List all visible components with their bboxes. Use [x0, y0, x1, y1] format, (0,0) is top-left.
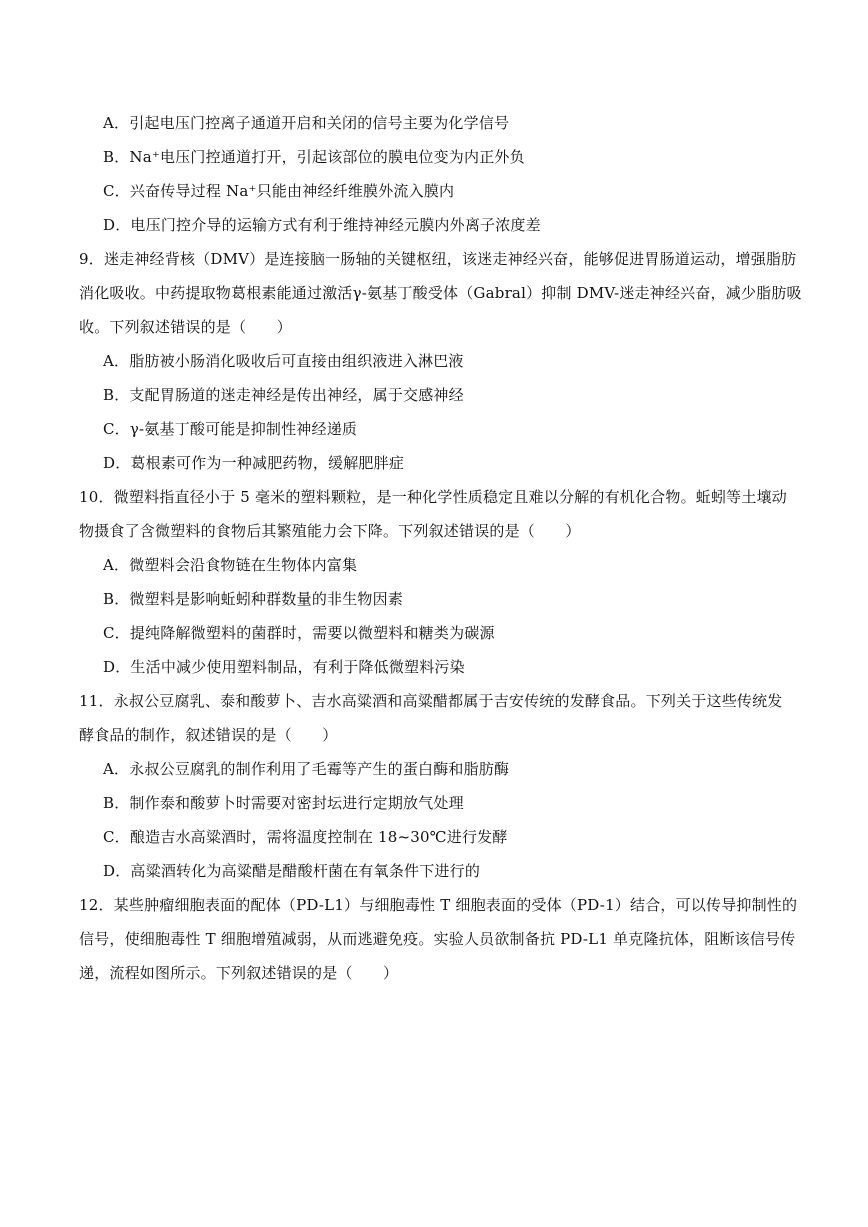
q11-option-b: B．制作泰和酸萝卜时需要对密封坛进行定期放气处理	[103, 794, 464, 812]
q9-stem-line-1: 9．迷走神经背核（DMV）是连接脑一肠轴的关键枢纽，该迷走神经兴奋，能够促进胃肠道运动，增强脂肪	[79, 250, 797, 268]
q8-option-d: D．电压门控介导的运输方式有利于维持神经元膜内外离子浓度差	[103, 216, 541, 234]
q12-stem-line-2: 信号，使细胞毒性 T 细胞增殖减弱，从而逃避免疫。实验人员欲制备抗 PD-L1 单克隆抗体，阻断该信号传	[79, 930, 796, 948]
q10-option-b: B．微塑料是影响蚯蚓种群数量的非生物因素	[103, 590, 404, 608]
q10-stem-line-2: 物摄食了含微塑料的食物后其繁殖能力会下降。下列叙述错误的是（ ）	[79, 522, 581, 540]
q11-option-a: A．永叔公豆腐乳的制作利用了毛霉等产生的蛋白酶和脂肪酶	[103, 760, 510, 778]
q10-option-d: D．生活中减少使用塑料制品，有利于降低微塑料污染	[103, 658, 465, 676]
q9-option-b: B．支配胃肠道的迷走神经是传出神经，属于交感神经	[103, 386, 464, 404]
q8-option-c: C．兴奋传导过程 Na⁺只能由神经纤维膜外流入膜内	[103, 182, 455, 200]
q11-option-c: C．酿造吉水高粱酒时，需将温度控制在 18~30℃进行发酵	[103, 828, 508, 846]
q8-option-b: B．Na⁺电压门控通道打开，引起该部位的膜电位变为内正外负	[103, 148, 525, 166]
q8-option-a: A．引起电压门控离子通道开启和关闭的信号主要为化学信号	[103, 114, 510, 132]
q12-stem-line-1: 12．某些肿瘤细胞表面的配体（PD-L1）与细胞毒性 T 细胞表面的受体（PD-1）结合，可以传导抑制性的	[79, 896, 798, 914]
q10-stem-line-1: 10．微塑料指直径小于 5 毫米的塑料颗粒，是一种化学性质稳定且难以分解的有机化合物。蚯蚓等土壤动	[79, 488, 787, 506]
q11-option-d: D．高粱酒转化为高粱醋是醋酸杆菌在有氧条件下进行的	[103, 862, 481, 880]
q9-option-a: A．脂肪被小肠消化吸收后可直接由组织液进入淋巴液	[103, 352, 464, 370]
q9-stem-line-2: 消化吸收。中药提取物葛根素能通过激活γ-氨基丁酸受体（Gabral）抑制 DMV-迷走神经兴奋，减少脂肪吸	[79, 284, 802, 302]
q10-option-c: C．提纯降解微塑料的菌群时，需要以微塑料和糖类为碳源	[103, 624, 495, 642]
q12-stem-line-3: 递，流程如图所示。下列叙述错误的是（ ）	[79, 964, 399, 982]
q9-option-c: C．γ-氨基丁酸可能是抑制性神经递质	[103, 420, 358, 438]
q10-option-a: A．微塑料会沿食物链在生物体内富集	[103, 556, 358, 574]
q9-option-d: D．葛根素可作为一种减肥药物，缓解肥胖症	[103, 454, 405, 472]
q11-stem-line-1: 11．永叔公豆腐乳、泰和酸萝卜、吉水高粱酒和高粱醋都属于吉安传统的发酵食品。下列关于这些传统发	[79, 692, 783, 710]
q11-stem-line-2: 酵食品的制作，叙述错误的是（ ）	[79, 726, 338, 744]
q9-stem-line-3: 收。下列叙述错误的是（ ）	[79, 318, 292, 336]
